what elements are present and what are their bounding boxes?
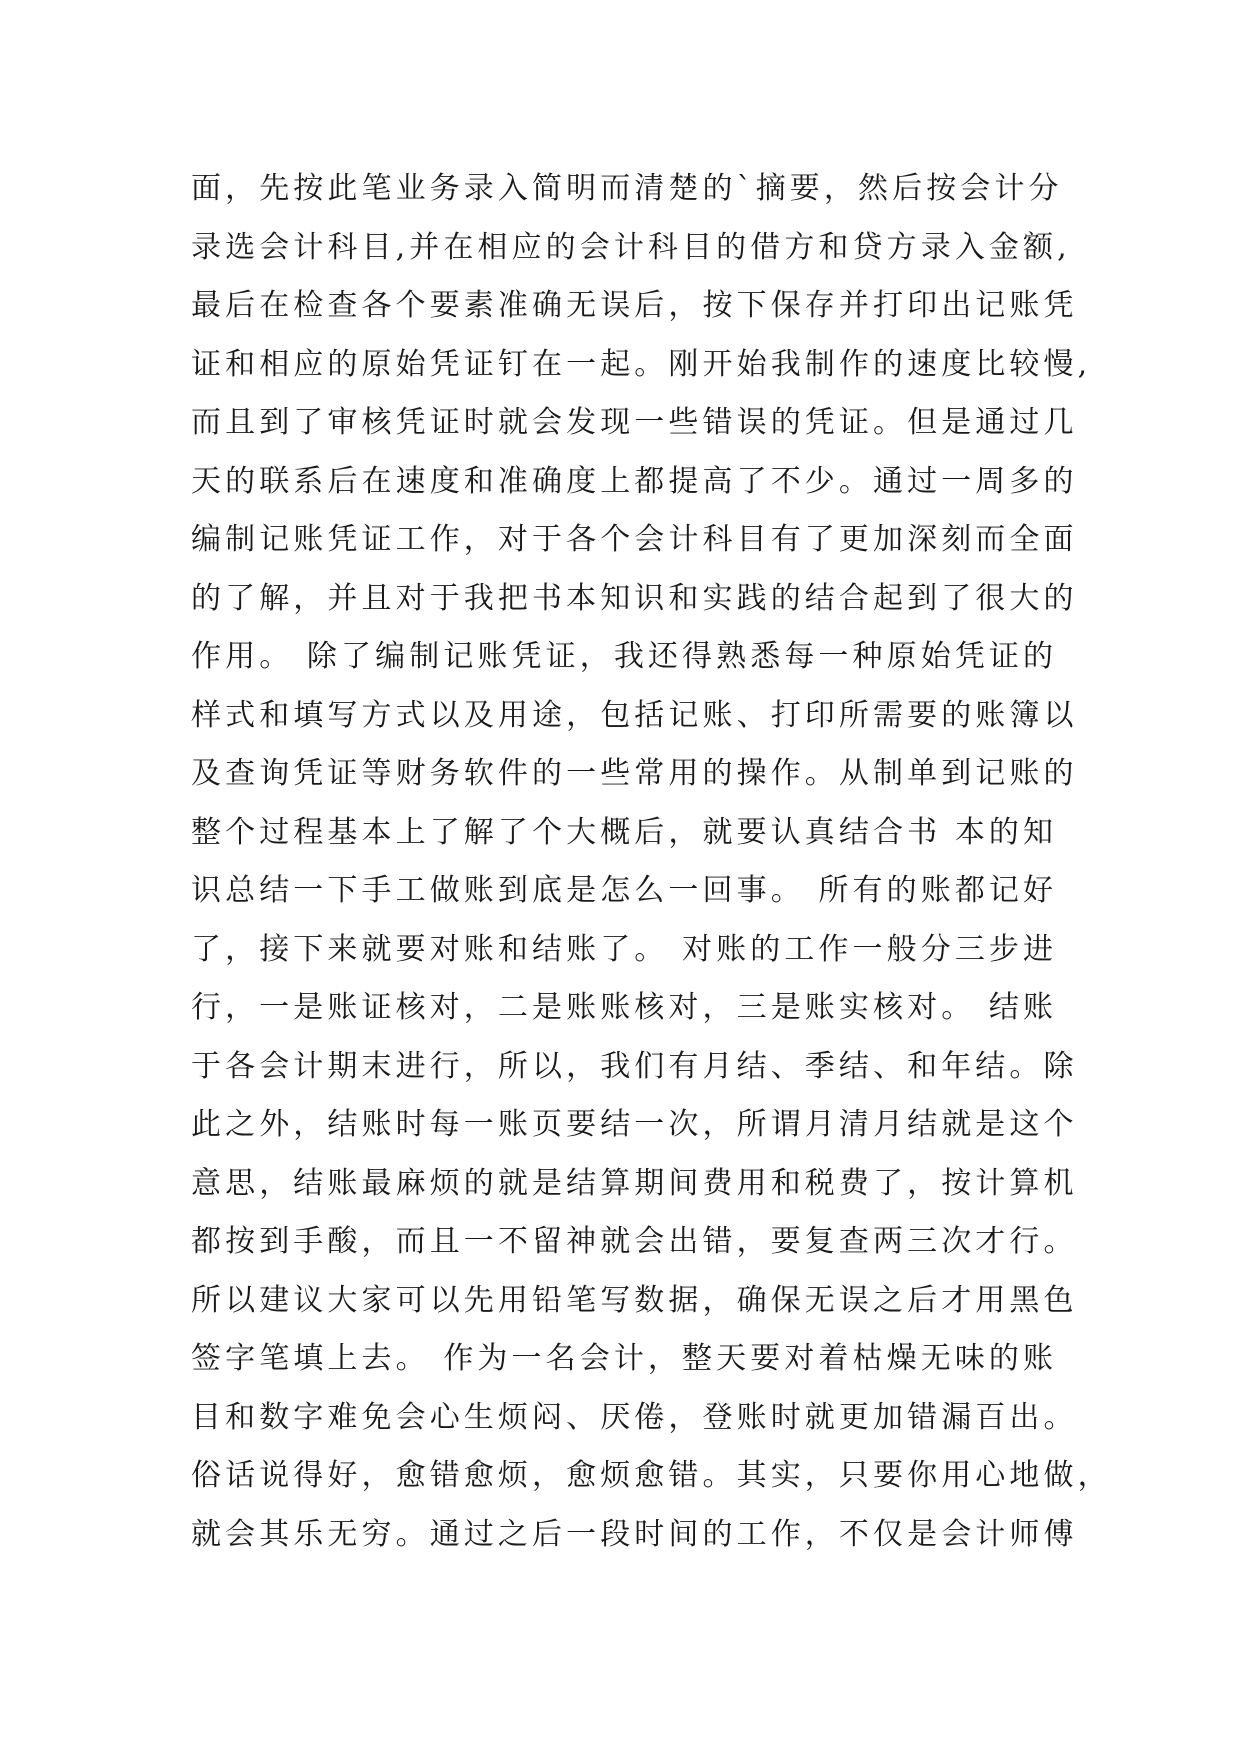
text-line: 就会其乐无穷。通过之后一段时间的工作，不仅是会计师傅 <box>191 1516 1078 1552</box>
text-line: 整个过程基本上了解了个大概后，就要认真结合书 本的知 <box>191 814 1058 850</box>
text-line: 意思，结账最麻烦的就是结算期间费用和税费了，按计算机 <box>191 1165 1078 1201</box>
text-line: 最后在检查各个要素准确无误后，按下保存并打印出记账凭 <box>191 288 1078 323</box>
text-line: 都按到手酸，而且一不留神就会出错，要复查两三次才行。 <box>191 1224 1078 1259</box>
text-line: 而且到了审核凭证时就会发现一些错误的凭证。但是通过几 <box>191 405 1078 440</box>
text-line: 目和数字难免会心生烦闷、厌倦，登账时就更加错漏百出。 <box>191 1399 1078 1435</box>
text-line: 面，先按此笔业务录入简明而清楚的`摘要，然后按会计分 <box>191 171 1063 206</box>
text-line: 俗话说得好，愈错愈烦，愈烦愈错。其实，只要你用心地做， <box>191 1458 1112 1493</box>
text-line: 签字笔填上去。 作为一名会计，整天要对着枯燥无味的账 <box>191 1341 1058 1376</box>
text-line: 作用。 除了编制记账凭证，我还得熟悉每一种原始凭证的 <box>191 639 1058 674</box>
text-line: 录选会计科目,并在相应的会计科目的借方和贷方录入金额, <box>191 229 1071 265</box>
text-line: 编制记账凭证工作，对于各个会计科目有了更加深刻而全面 <box>191 522 1078 557</box>
text-line: 样式和填写方式以及用途，包括记账、打印所需要的账簿以 <box>191 697 1078 733</box>
text-line: 此之外，结账时每一账页要结一次，所谓月清月结就是这个 <box>191 1107 1078 1142</box>
text-line: 的了解，并且对于我把书本知识和实践的结合起到了很大的 <box>191 580 1078 616</box>
text-line: 天的联系后在速度和准确度上都提高了不少。通过一周多的 <box>191 463 1078 499</box>
text-line: 识总结一下手工做账到底是怎么一回事。 所有的账都记好 <box>191 873 1058 908</box>
text-line: 证和相应的原始凭证钉在一起。刚开始我制作的速度比较慢, <box>191 346 1092 382</box>
text-line: 行，一是账证核对，二是账账核对，三是账实核对。 结账 <box>191 990 1058 1025</box>
text-line: 及查询凭证等财务软件的一些常用的操作。从制单到记账的 <box>191 756 1078 791</box>
text-line: 了，接下来就要对账和结账了。 对账的工作一般分三步进 <box>191 931 1058 967</box>
text-line: 所以建议大家可以先用铅笔写数据，确保无误之后才用黑色 <box>191 1282 1078 1318</box>
text-line: 于各会计期末进行，所以，我们有月结、季结、和年结。除 <box>191 1048 1078 1084</box>
body-text <box>191 160 1112 1564</box>
